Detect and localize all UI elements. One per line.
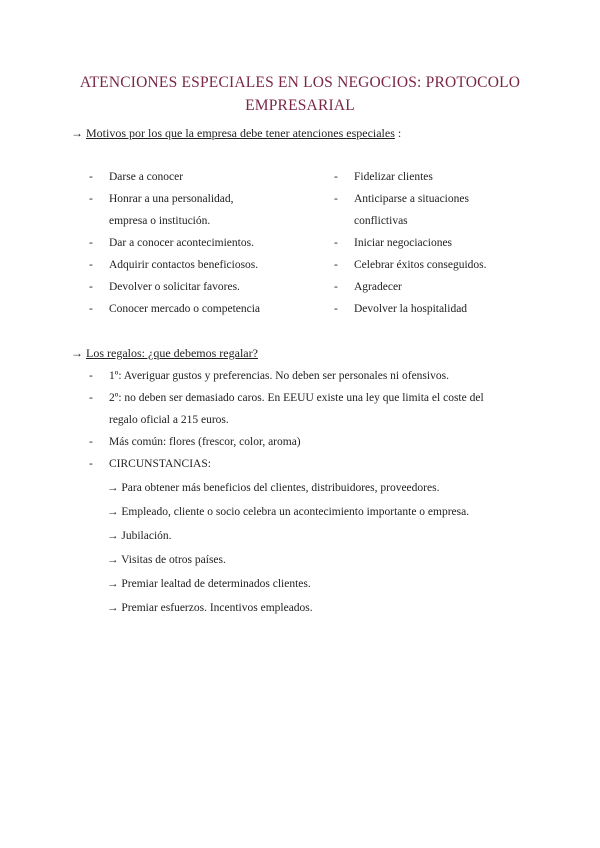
list-item: [71, 232, 321, 254]
page-title-line-1: ATENCIONES ESPECIALES EN LOS NEGOCIOS: PROTOCOLO: [79, 74, 521, 91]
list-item-text: Darse a conocer: [109, 171, 184, 183]
dash-bullet: -: [89, 370, 93, 382]
list-item: [71, 254, 321, 276]
list-item-text: Celebrar éxitos conseguidos.: [354, 259, 487, 271]
dash-bullet: -: [334, 259, 338, 271]
list-item-text: conflictivas: [354, 215, 408, 227]
dash-bullet: -: [89, 392, 93, 404]
list-item: [316, 232, 546, 254]
list-item: → Premiar esfuerzos. Incentivos empleados.: [107, 602, 313, 614]
motivos-left-list: [71, 166, 321, 320]
heading-text: Motivos por los que la empresa debe tener atenciones especiales: [86, 126, 395, 140]
list-item: [71, 453, 511, 475]
list-item: [316, 276, 546, 298]
list-item: [71, 276, 321, 298]
dash-bullet: -: [334, 171, 338, 183]
list-item-text: empresa o institución.: [109, 215, 211, 227]
list-item: [71, 365, 511, 387]
section-heading-regalos: [71, 346, 258, 361]
list-item: [316, 188, 546, 232]
motivos-right-list: [316, 166, 546, 320]
dash-bullet: -: [334, 193, 338, 205]
dash-bullet: -: [89, 281, 93, 293]
regalos-list: [71, 365, 511, 475]
dash-bullet: -: [89, 303, 93, 315]
list-item-text: 2º: no deben ser demasiado caros. En EEUU existe una ley que limita el coste del: [109, 392, 484, 404]
list-item-text: Honrar a una personalidad,: [109, 193, 234, 205]
list-item: [316, 298, 546, 320]
list-item-text: Agradecer: [354, 281, 402, 293]
list-item: [316, 166, 546, 188]
list-item: → Jubilación.: [107, 530, 172, 542]
dash-bullet: -: [334, 237, 338, 249]
list-item-text: Adquirir contactos beneficiosos.: [109, 259, 259, 271]
list-item-text: Iniciar negociaciones: [354, 237, 453, 249]
list-item: [71, 188, 321, 232]
page-title-line-2: EMPRESARIAL: [245, 97, 355, 114]
list-item: [71, 387, 511, 431]
dash-bullet: -: [334, 281, 338, 293]
arrow-icon: →: [71, 126, 83, 140]
list-item: → Premiar lealtad de determinados clientes.: [107, 578, 311, 590]
list-item: [71, 298, 321, 320]
arrow-icon: →: [71, 346, 83, 360]
dash-bullet: -: [89, 237, 93, 249]
section-heading-motivos: [71, 126, 401, 141]
heading-suffix: :: [394, 126, 402, 140]
list-item: → Para obtener más beneficios del clientes, distribuidores, proveedores.: [107, 482, 440, 494]
list-item-text: Devolver la hospitalidad: [354, 303, 468, 315]
list-item: → Visitas de otros países.: [107, 554, 226, 566]
list-item-text: Devolver o solicitar favores.: [109, 281, 240, 293]
list-item-text: Conocer mercado o competencia: [109, 303, 261, 315]
dash-bullet: -: [89, 171, 93, 183]
list-item-text: Dar a conocer acontecimientos.: [109, 237, 254, 249]
heading-text: Los regalos: ¿que debemos regalar?: [86, 346, 258, 360]
list-item-text: Anticiparse a situaciones: [354, 193, 469, 205]
dash-bullet: -: [89, 436, 93, 448]
dash-bullet: -: [89, 458, 93, 470]
list-item-text: 1º: Averiguar gustos y preferencias. No deben ser personales ni ofensivos.: [109, 370, 449, 382]
list-item-text: regalo oficial a 215 euros.: [109, 414, 229, 426]
list-item: → Empleado, cliente o socio celebra un acontecimiento importante o empresa.: [107, 506, 470, 518]
dash-bullet: -: [334, 303, 338, 315]
dash-bullet: -: [89, 193, 93, 205]
circumstances-list: [107, 476, 469, 620]
list-item-text: Más común: flores (frescor, color, aroma): [109, 436, 301, 448]
list-item-text: Fidelizar clientes: [354, 171, 433, 183]
dash-bullet: -: [89, 259, 93, 271]
list-item: [71, 166, 321, 188]
list-item: [71, 431, 511, 453]
list-item-text: CIRCUNSTANCIAS:: [109, 458, 211, 470]
list-item: [316, 254, 546, 276]
